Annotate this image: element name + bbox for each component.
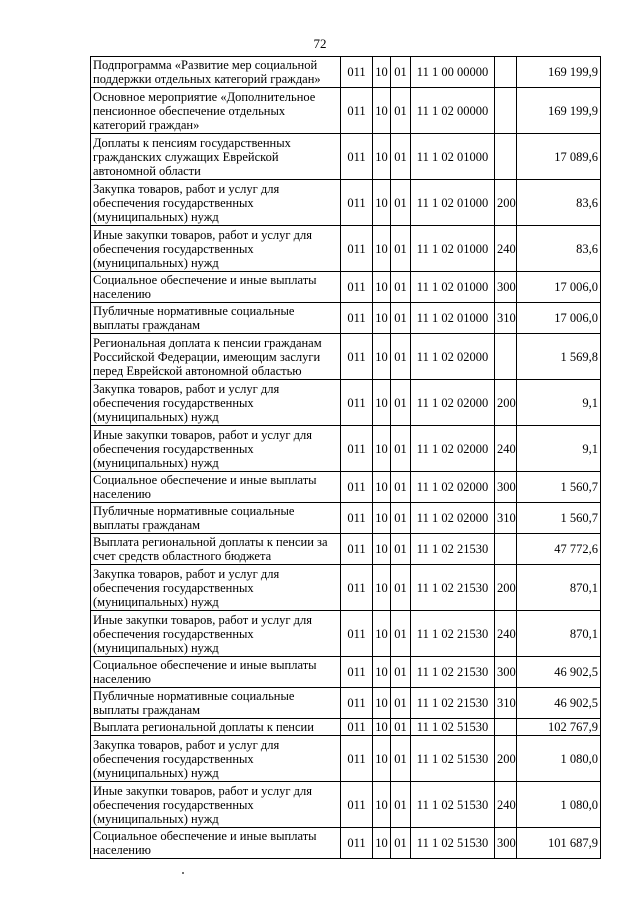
ministry-code: 011 [341,503,373,534]
row-name: Подпрограмма «Развитие мер социальной поддержки отдельных категорий граждан» [91,57,341,88]
section-code: 10 [373,272,391,303]
target-article-code: 11 1 02 51530 [411,736,495,782]
table-row [91,828,601,859]
subsection-code: 01 [391,426,411,472]
target-article-code: 11 1 02 21530 [411,534,495,565]
target-article-code: 11 1 02 51530 [411,828,495,859]
expense-type-code: 300 [495,657,517,688]
target-article-code: 11 1 02 00000 [411,88,495,134]
amount: 870,1 [517,565,601,611]
subsection-code: 01 [391,472,411,503]
row-name: Закупка товаров, работ и услуг для обеспечения государственных (муниципальных) нужд [91,180,341,226]
expense-type-code: 240 [495,782,517,828]
expense-type-code [495,88,517,134]
subsection-code: 01 [391,180,411,226]
section-code: 10 [373,226,391,272]
expense-type-code [495,134,517,180]
target-article-code: 11 1 02 51530 [411,719,495,736]
amount: 1 560,7 [517,472,601,503]
expense-type-code: 200 [495,565,517,611]
target-article-code: 11 1 02 21530 [411,565,495,611]
expense-type-code: 300 [495,828,517,859]
target-article-code: 11 1 02 01000 [411,272,495,303]
amount: 101 687,9 [517,828,601,859]
row-name: Выплата региональной доплаты к пенсии [91,719,341,736]
section-code: 10 [373,134,391,180]
section-code: 10 [373,380,391,426]
amount: 1 080,0 [517,736,601,782]
expense-type-code: 300 [495,272,517,303]
row-name: Публичные нормативные социальные выплаты гражданам [91,303,341,334]
expense-type-code: 240 [495,226,517,272]
amount: 47 772,6 [517,534,601,565]
amount: 9,1 [517,380,601,426]
subsection-code: 01 [391,534,411,565]
amount: 102 767,9 [517,719,601,736]
amount: 83,6 [517,226,601,272]
target-article-code: 11 1 00 00000 [411,57,495,88]
target-article-code: 11 1 02 01000 [411,134,495,180]
subsection-code: 01 [391,226,411,272]
section-code: 10 [373,828,391,859]
table-row [91,565,601,611]
expense-type-code [495,57,517,88]
scan-speck [182,872,184,874]
row-name: Социальное обеспечение и иные выплаты населению [91,472,341,503]
subsection-code: 01 [391,134,411,180]
section-code: 10 [373,426,391,472]
section-code: 10 [373,688,391,719]
row-name: Выплата региональной доплаты к пенсии за счет средств областного бюджета [91,534,341,565]
row-name: Иные закупки товаров, работ и услуг для обеспечения государственных (муниципальных) нужд [91,226,341,272]
ministry-code: 011 [341,611,373,657]
budget-table [90,56,601,859]
subsection-code: 01 [391,657,411,688]
section-code: 10 [373,57,391,88]
table-row [91,334,601,380]
target-article-code: 11 1 02 01000 [411,180,495,226]
expense-type-code: 300 [495,472,517,503]
subsection-code: 01 [391,736,411,782]
section-code: 10 [373,472,391,503]
section-code: 10 [373,565,391,611]
ministry-code: 011 [341,57,373,88]
target-article-code: 11 1 02 01000 [411,303,495,334]
row-name: Социальное обеспечение и иные выплаты населению [91,828,341,859]
target-article-code: 11 1 02 51530 [411,782,495,828]
row-name: Закупка товаров, работ и услуг для обеспечения государственных (муниципальных) нужд [91,380,341,426]
amount: 1 080,0 [517,782,601,828]
row-name: Региональная доплата к пенсии гражданам Российской Федерации, имеющим заслуги перед Еврейской автономной областью [91,334,341,380]
ministry-code: 011 [341,226,373,272]
expense-type-code [495,334,517,380]
table-row [91,782,601,828]
expense-type-code: 200 [495,736,517,782]
table-row [91,472,601,503]
ministry-code: 011 [341,380,373,426]
table-row [91,380,601,426]
section-code: 10 [373,736,391,782]
subsection-code: 01 [391,272,411,303]
ministry-code: 011 [341,782,373,828]
section-code: 10 [373,719,391,736]
section-code: 10 [373,303,391,334]
section-code: 10 [373,334,391,380]
target-article-code: 11 1 02 21530 [411,688,495,719]
table-row [91,303,601,334]
amount: 17 006,0 [517,272,601,303]
amount: 169 199,9 [517,57,601,88]
ministry-code: 011 [341,134,373,180]
table-row [91,611,601,657]
table-row [91,688,601,719]
subsection-code: 01 [391,380,411,426]
table-row [91,88,601,134]
ministry-code: 011 [341,736,373,782]
target-article-code: 11 1 02 02000 [411,472,495,503]
expense-type-code: 240 [495,426,517,472]
expense-type-code: 310 [495,688,517,719]
subsection-code: 01 [391,503,411,534]
section-code: 10 [373,503,391,534]
row-name: Публичные нормативные социальные выплаты гражданам [91,503,341,534]
table-row [91,719,601,736]
subsection-code: 01 [391,828,411,859]
ministry-code: 011 [341,657,373,688]
row-name: Социальное обеспечение и иные выплаты населению [91,657,341,688]
subsection-code: 01 [391,688,411,719]
ministry-code: 011 [341,180,373,226]
section-code: 10 [373,534,391,565]
ministry-code: 011 [341,334,373,380]
amount: 870,1 [517,611,601,657]
ministry-code: 011 [341,88,373,134]
target-article-code: 11 1 02 02000 [411,380,495,426]
ministry-code: 011 [341,534,373,565]
subsection-code: 01 [391,565,411,611]
budget-table-body [91,57,601,859]
expense-type-code: 200 [495,180,517,226]
expense-type-code: 240 [495,611,517,657]
section-code: 10 [373,611,391,657]
target-article-code: 11 1 02 02000 [411,503,495,534]
expense-type-code [495,719,517,736]
table-row [91,657,601,688]
amount: 17 089,6 [517,134,601,180]
ministry-code: 011 [341,303,373,334]
subsection-code: 01 [391,88,411,134]
table-row [91,180,601,226]
amount: 46 902,5 [517,688,601,719]
subsection-code: 01 [391,782,411,828]
table-row [91,503,601,534]
row-name: Публичные нормативные социальные выплаты гражданам [91,688,341,719]
page-number: 72 [313,36,327,51]
section-code: 10 [373,180,391,226]
ministry-code: 011 [341,272,373,303]
ministry-code: 011 [341,828,373,859]
section-code: 10 [373,657,391,688]
amount: 169 199,9 [517,88,601,134]
expense-type-code: 200 [495,380,517,426]
target-article-code: 11 1 02 02000 [411,426,495,472]
amount: 1 569,8 [517,334,601,380]
subsection-code: 01 [391,611,411,657]
subsection-code: 01 [391,57,411,88]
subsection-code: 01 [391,719,411,736]
row-name: Закупка товаров, работ и услуг для обеспечения государственных (муниципальных) нужд [91,565,341,611]
target-article-code: 11 1 02 01000 [411,226,495,272]
row-name: Основное мероприятие «Дополнительное пенсионное обеспечение отдельных категорий граждан» [91,88,341,134]
amount: 83,6 [517,180,601,226]
table-row [91,57,601,88]
amount: 9,1 [517,426,601,472]
subsection-code: 01 [391,334,411,380]
row-name: Иные закупки товаров, работ и услуг для обеспечения государственных (муниципальных) нужд [91,426,341,472]
table-row [91,134,601,180]
row-name: Доплаты к пенсиям государственных гражданских служащих Еврейской автономной области [91,134,341,180]
expense-type-code [495,534,517,565]
target-article-code: 11 1 02 02000 [411,334,495,380]
ministry-code: 011 [341,688,373,719]
ministry-code: 011 [341,426,373,472]
row-name: Социальное обеспечение и иные выплаты населению [91,272,341,303]
table-row [91,736,601,782]
row-name: Иные закупки товаров, работ и услуг для обеспечения государственных (муниципальных) нужд [91,611,341,657]
target-article-code: 11 1 02 21530 [411,657,495,688]
section-code: 10 [373,88,391,134]
table-row [91,426,601,472]
ministry-code: 011 [341,472,373,503]
expense-type-code: 310 [495,503,517,534]
expense-type-code: 310 [495,303,517,334]
table-row [91,534,601,565]
table-row [91,226,601,272]
target-article-code: 11 1 02 21530 [411,611,495,657]
amount: 46 902,5 [517,657,601,688]
amount: 17 006,0 [517,303,601,334]
amount: 1 560,7 [517,503,601,534]
table-row [91,272,601,303]
row-name: Иные закупки товаров, работ и услуг для обеспечения государственных (муниципальных) нужд [91,782,341,828]
subsection-code: 01 [391,303,411,334]
section-code: 10 [373,782,391,828]
row-name: Закупка товаров, работ и услуг для обеспечения государственных (муниципальных) нужд [91,736,341,782]
ministry-code: 011 [341,719,373,736]
ministry-code: 011 [341,565,373,611]
